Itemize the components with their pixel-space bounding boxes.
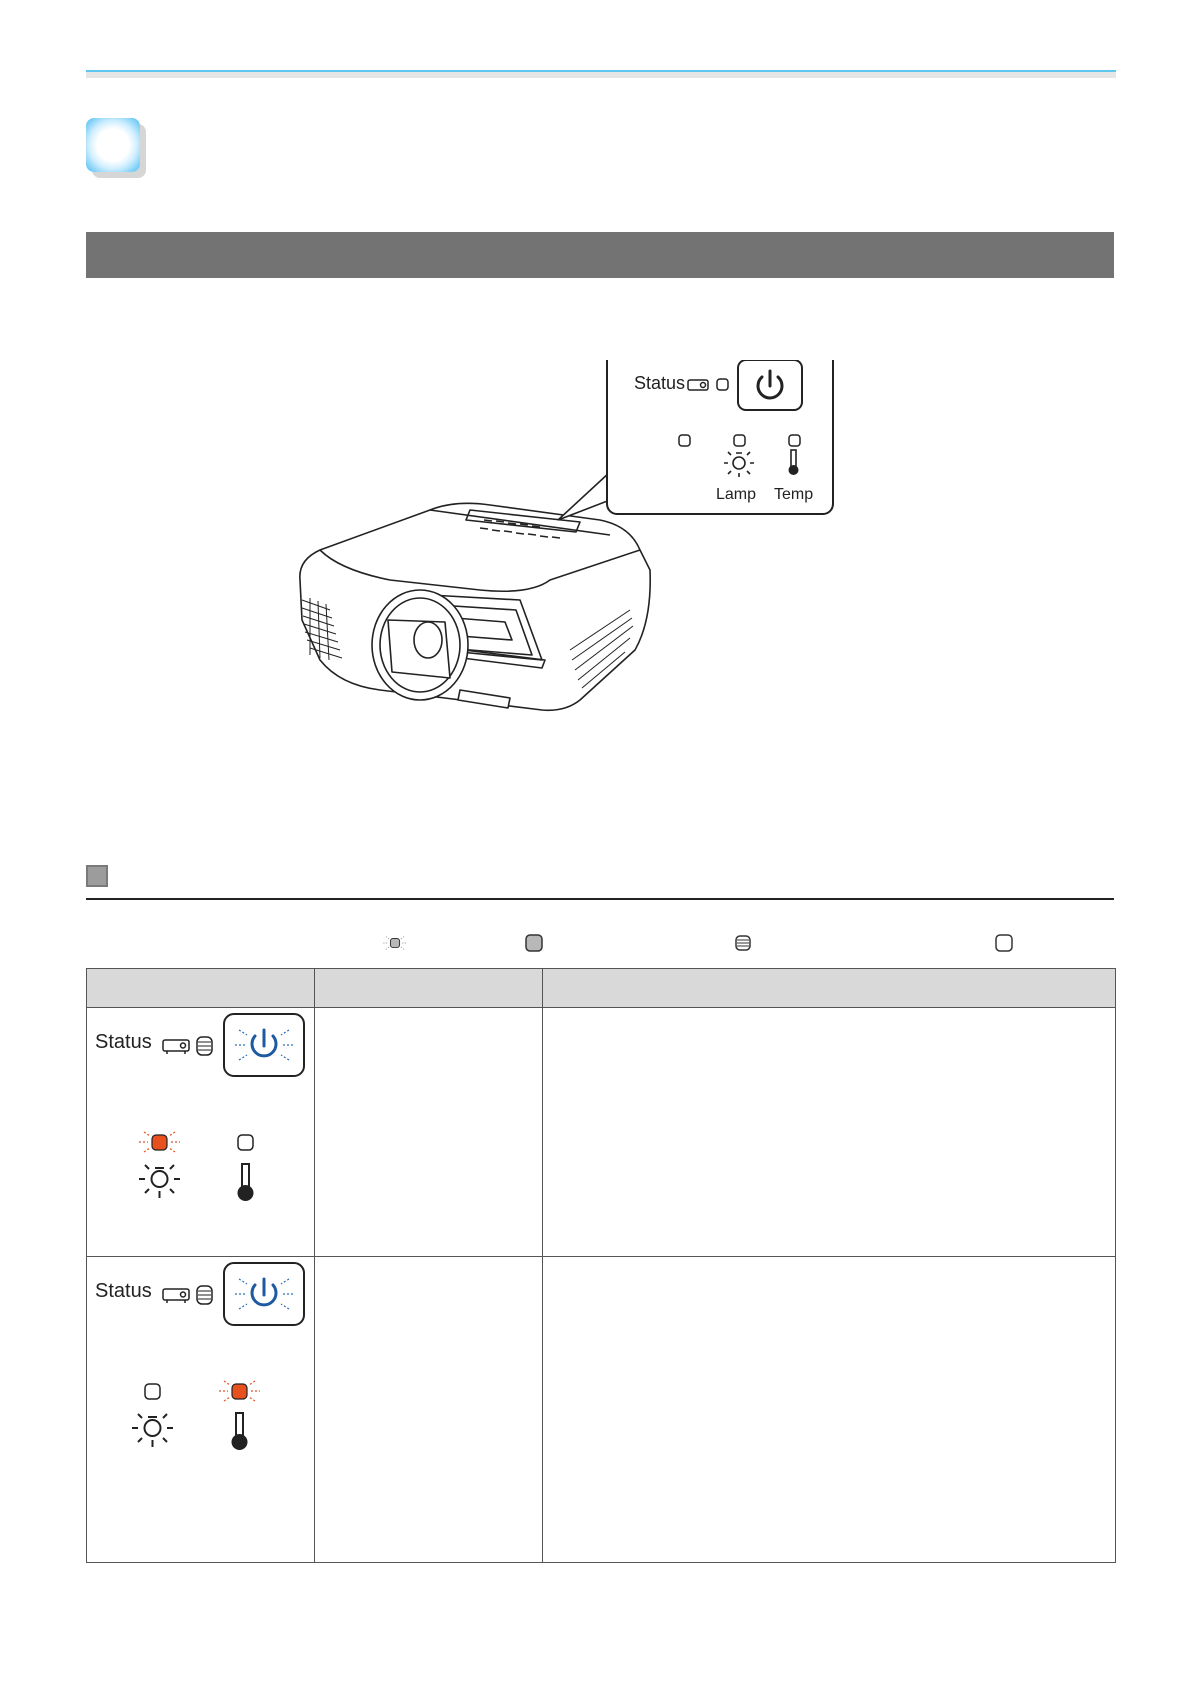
indicator-blank-icon (679, 435, 690, 446)
indicator-panel-lamp-error (87, 1008, 315, 1251)
indicator-panel-cell (87, 1257, 315, 1563)
projector-illustration (300, 503, 650, 710)
table-row (87, 1257, 1116, 1563)
lamp-icon (132, 1414, 173, 1447)
table-header-row (87, 969, 1116, 1008)
status-flashing-icon (197, 1286, 212, 1304)
subsection-rule (86, 898, 1114, 900)
flashing-indicator-icon (382, 930, 408, 956)
callout-lamp-label: Lamp (716, 486, 757, 503)
indicator-panel-cell (87, 1008, 315, 1257)
remedy-cell (543, 1008, 1116, 1257)
table-row (87, 1008, 1116, 1257)
section-title-bar (86, 232, 1114, 278)
remedy-cell (543, 1257, 1116, 1563)
thermometer-icon (232, 1413, 248, 1450)
lamp-icon (139, 1165, 180, 1198)
status-flashing-icon (730, 930, 756, 956)
lamp-indicator-off (145, 1384, 160, 1399)
projector-icon (163, 1289, 189, 1303)
status-cell (315, 1008, 543, 1257)
callout-temp-label: Temp (774, 486, 814, 503)
subsection-square-icon (86, 865, 108, 887)
header-shadow-line (86, 72, 1116, 78)
thermometer-icon (238, 1164, 254, 1201)
lamp-indicator-flashing-red (139, 1132, 180, 1152)
lamp-indicator-icon (734, 435, 745, 446)
status-indicator-icon (717, 379, 728, 390)
chapter-circle-icon (86, 118, 140, 172)
off-indicator-icon (991, 930, 1017, 956)
callout-status-label: Status (634, 373, 686, 393)
projector-figure (280, 360, 920, 770)
temp-indicator-flashing-red (219, 1381, 260, 1401)
temp-indicator-off (238, 1135, 253, 1150)
indicator-status-table (86, 968, 1116, 1563)
temp-indicator-icon (789, 435, 800, 446)
status-cell (315, 1257, 543, 1563)
status-flashing-icon (197, 1037, 212, 1055)
panel-status-label: Status (95, 1031, 152, 1053)
projector-icon (163, 1040, 189, 1054)
header-indicator (87, 969, 315, 1008)
callout-pointer (558, 472, 610, 520)
panel-status-label: Status (95, 1280, 152, 1302)
indicator-panel-temp-error (87, 1257, 315, 1557)
header-remedy (543, 969, 1116, 1008)
header-status (315, 969, 543, 1008)
lit-indicator-icon (521, 930, 547, 956)
